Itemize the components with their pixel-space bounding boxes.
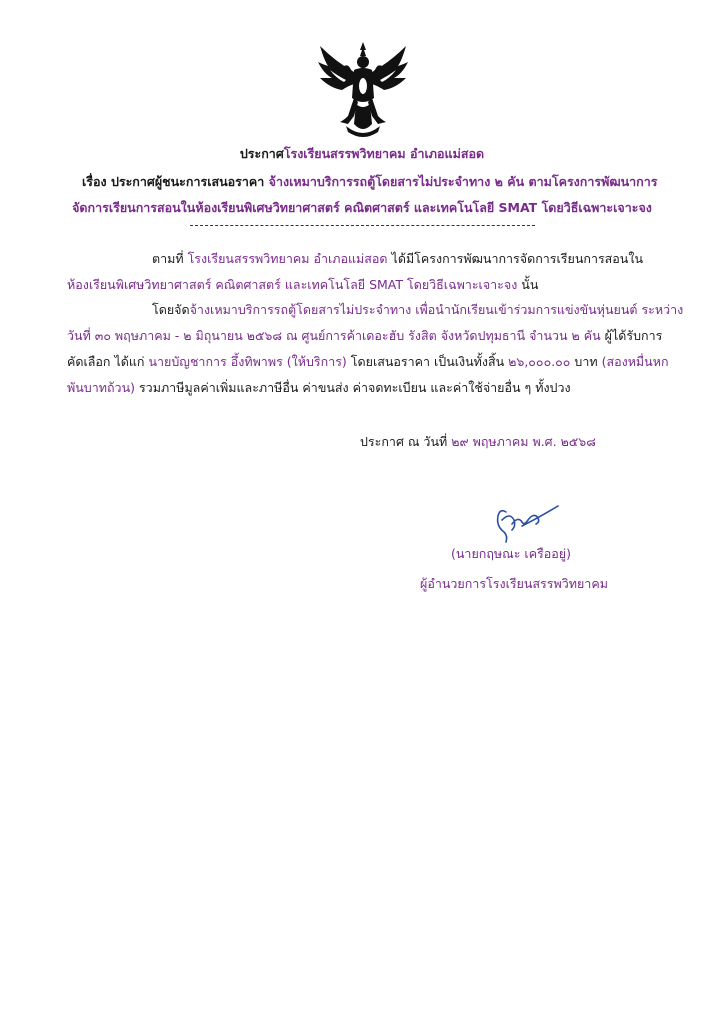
p1-e: นั้น — [517, 277, 539, 292]
subject-line-1 — [82, 173, 657, 191]
title-org: โรงเรียนสรรพวิทยาคม อำเภอแม่สอด — [283, 146, 485, 161]
p1-school: โรงเรียนสรรพวิทยาคม อำเภอแม่สอด — [187, 251, 388, 266]
paragraph-2-line-4 — [67, 379, 571, 397]
p2-amount-words-1: (สองหมื่นหก — [601, 354, 669, 369]
p2-service: จ้างเหมาบริการรถตู้โดยสารไม่ประจำทาง เพื่อนำนักเรียนเข้าร่วมการแข่งขันหุ่นยนต์ ระหว่าง — [189, 302, 684, 317]
paragraph-2-line-3 — [67, 353, 669, 371]
announcement-title — [0, 145, 724, 163]
announce-date-line — [360, 433, 596, 451]
paragraph-1-line-1 — [152, 250, 643, 268]
paragraph-1-line-2 — [67, 276, 538, 294]
p2-a: โดยจัด — [152, 302, 190, 317]
p2-amount-words-2: พันบาทถ้วน) — [67, 380, 135, 395]
garuda-emblem-icon — [316, 40, 410, 140]
subject-line-2: จัดการเรียนการสอนในห้องเรียนพิเศษวิทยาศาสตร์ คณิตศาสตร์ และเทคโนโลยี SMAT โดยวิธีเฉพาะเจาะจง — [72, 200, 652, 215]
signer-name: (นายกฤษณะ เครืออยู่) — [451, 546, 571, 561]
handwritten-signature — [478, 502, 560, 546]
p2-i: บาท — [570, 354, 602, 369]
p2-d: ผู้ได้รับการ — [600, 328, 663, 343]
subject-label: เรื่อง ประกาศผู้ชนะการเสนอราคา — [82, 174, 269, 189]
p1-project: ห้องเรียนพิเศษวิทยาศาสตร์ คณิตศาสตร์ และเทคโนโลยี SMAT โดยวิธีเฉพาะเจาะจง — [67, 277, 518, 292]
p1-a: ตามที่ — [152, 251, 188, 266]
p2-e: คัดเลือก ได้แก่ — [67, 354, 149, 369]
announce-label: ประกาศ ณ วันที่ — [360, 434, 452, 449]
paragraph-2-line-1 — [152, 301, 683, 319]
subject-text-1: จ้างเหมาบริการรถตู้โดยสารไม่ประจำทาง ๒ คัน ตามโครงการพัฒนาการ — [268, 174, 658, 189]
separator-line — [190, 225, 535, 226]
p2-g: โดยเสนอราคา เป็นเงินทั้งสิ้น — [346, 354, 509, 369]
p2-l: รวมภาษีมูลค่าเพิ่มและภาษีอื่น ค่าขนส่ง ค่าจดทะเบียน และค่าใช้จ่ายอื่น ๆ ทั้งปวง — [135, 380, 571, 395]
p2-vendor: นายบัญชาการ อึ้งทิพาพร (ให้บริการ) — [148, 354, 347, 369]
announce-date: ๒๙ พฤษภาคม พ.ศ. ๒๕๖๘ — [451, 434, 596, 449]
signer-position: ผู้อำนวยการโรงเรียนสรรพวิทยาคม — [420, 576, 608, 591]
p2-dates: วันที่ ๓๐ พฤษภาคม - ๒ มิถุนายน ๒๕๖๘ ณ ศูนย์การค้าเดอะฮับ รังสิต จังหวัดปทุมธานี จำนวน ๒ คัน — [67, 328, 601, 343]
p1-c: ได้มีโครงการพัฒนาการจัดการเรียนการสอนใน — [387, 251, 644, 266]
paragraph-2-line-2 — [67, 327, 662, 345]
title-prefix: ประกาศ — [239, 146, 284, 161]
p2-amount: ๒๖,๐๐๐.๐๐ — [508, 354, 571, 369]
